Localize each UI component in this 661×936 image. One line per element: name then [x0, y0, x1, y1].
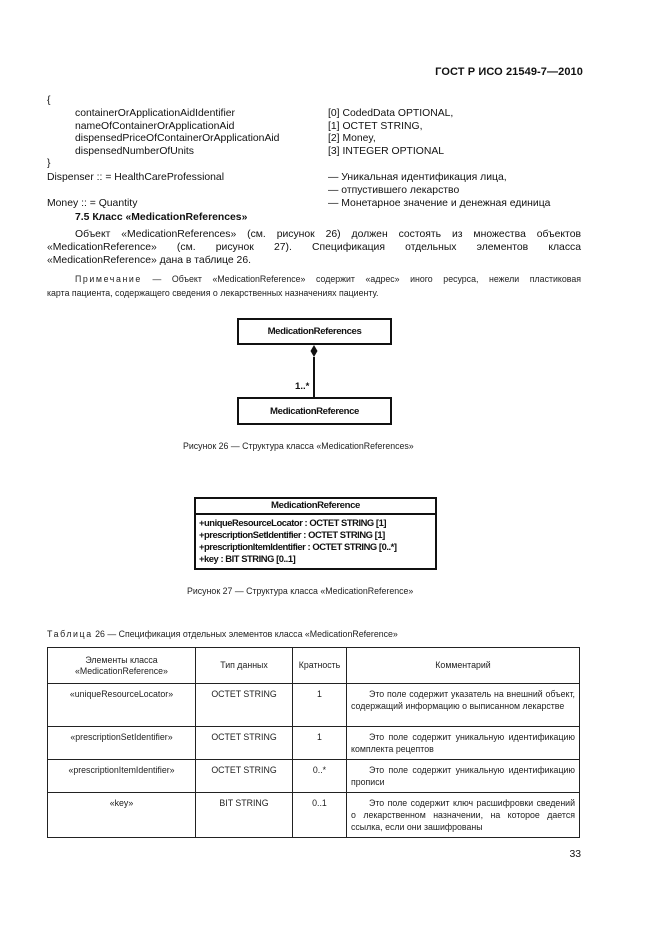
cell-comment: Это поле содержит указатель на внешний объект, содержащий информацию о выписанном лекарстве: [347, 684, 580, 727]
header-comment: Комментарий: [347, 648, 580, 684]
cell-comment: Это поле содержит уникальную идентификацию комплекта рецептов: [347, 727, 580, 760]
cell-element: «prescriptionItemIdentifier»: [48, 760, 196, 793]
uml-attribute: +prescriptionItemIdentifier : OCTET STRING [0..*]: [199, 541, 397, 552]
uml-class-medication-reference: MedicationReference: [237, 397, 392, 425]
cell-type: BIT STRING: [196, 793, 293, 838]
field-type-2: [2] Money,: [328, 133, 376, 144]
dispenser-comment-1: — Уникальная идентификация лица,: [328, 172, 507, 183]
dispenser-comment-2: — отпустившего лекарство: [328, 185, 460, 196]
table-title: [47, 629, 398, 639]
note-line-2: карта пациента, содержащего сведения о лекарственных назначениях пациенту.: [47, 288, 379, 298]
cell-element: «key»: [48, 793, 196, 838]
spec-table: [47, 647, 580, 838]
uml-attributes: [196, 515, 435, 565]
figure27-caption: Рисунок 27 — Структура класса «MedicationReference»: [187, 586, 414, 596]
uml-class-detail: [194, 497, 437, 570]
section-paragraph: [47, 228, 581, 267]
section-heading: 7.5 Класс «MedicationReferences»: [75, 212, 248, 223]
table-row: [48, 727, 580, 760]
paragraph-line: Объект «MedicationReferences» (см. рисунок 26) должен состоять из множества объектов: [75, 229, 581, 240]
cell-multiplicity: 0..1: [293, 793, 347, 838]
field-name-1: nameOfContainerOrApplicationAid: [75, 121, 235, 132]
uml-attribute: +uniqueResourceLocator : OCTET STRING [1]: [199, 517, 387, 528]
note-label: Примечание: [75, 274, 142, 284]
cell-multiplicity: 1: [293, 684, 347, 727]
page-number: 33: [569, 849, 581, 860]
uml-class-title: MedicationReference: [196, 499, 435, 515]
close-brace: }: [47, 158, 51, 169]
header-data-type: Тип данных: [196, 648, 293, 684]
document-header: ГОСТ Р ИСО 21549-7—2010: [435, 66, 583, 78]
figure26-caption: Рисунок 26 — Структура класса «MedicationReferences»: [183, 441, 414, 451]
field-name-3: dispensedNumberOfUnits: [75, 146, 194, 157]
cell-multiplicity: 0..*: [293, 760, 347, 793]
header-multiplicity: Кратность: [293, 648, 347, 684]
uml-attribute: +key : BIT STRING [0..1]: [199, 553, 296, 564]
dispenser-definition: Dispenser :: = HealthCareProfessional: [47, 172, 225, 183]
field-type-1: [1] OCTET STRING,: [328, 121, 423, 132]
table-row: [48, 684, 580, 727]
cell-type: OCTET STRING: [196, 760, 293, 793]
table-row: [48, 760, 580, 793]
multiplicity-label: 1..*: [295, 381, 310, 392]
cell-element: «prescriptionSetIdentifier»: [48, 727, 196, 760]
cell-type: OCTET STRING: [196, 684, 293, 727]
paragraph-line: «MedicationReference» (см. рисунок 27). Спецификация отдельных элементов класса: [47, 242, 581, 253]
note-text: — Объект «MedicationReference» содержит «адрес» иного ресурса, нежели пластиковая: [152, 274, 581, 284]
uml-attribute: +prescriptionSetIdentifier : OCTET STRING [1]: [199, 529, 385, 540]
table-title-label: Таблица: [47, 629, 93, 639]
cell-comment: Это поле содержит ключ расшифровки сведений о лекарственном назначении, на которое дается ссылка, если они зашифрованы: [347, 793, 580, 838]
table-row: [48, 793, 580, 838]
open-brace: {: [47, 95, 51, 106]
cell-comment: Это поле содержит уникальную идентификацию прописи: [347, 760, 580, 793]
uml-class-medication-references: MedicationReferences: [237, 318, 392, 345]
table-header-row: [48, 648, 580, 684]
money-definition: Money :: = Quantity: [47, 198, 138, 209]
money-comment: — Монетарное значение и денежная единица: [328, 198, 551, 209]
field-type-3: [3] INTEGER OPTIONAL: [328, 146, 445, 157]
field-name-0: containerOrApplicationAidIdentifier: [75, 108, 235, 119]
aggregation-diamond: [311, 345, 318, 357]
note: [47, 272, 581, 300]
field-type-0: [0] CodedData OPTIONAL,: [328, 108, 454, 119]
cell-type: OCTET STRING: [196, 727, 293, 760]
cell-element: «uniqueResourceLocator»: [48, 684, 196, 727]
cell-multiplicity: 1: [293, 727, 347, 760]
note-line-1: [47, 272, 581, 286]
table-title-text: 26 — Спецификация отдельных элементов класса «MedicationReference»: [95, 629, 398, 639]
field-name-2: dispensedPriceOfContainerOrApplicationAid: [75, 133, 280, 144]
header-elements: Элементы класса «MedicationReference»: [48, 648, 196, 684]
paragraph-line: «MedicationReference» дана в таблице 26.: [47, 255, 252, 266]
